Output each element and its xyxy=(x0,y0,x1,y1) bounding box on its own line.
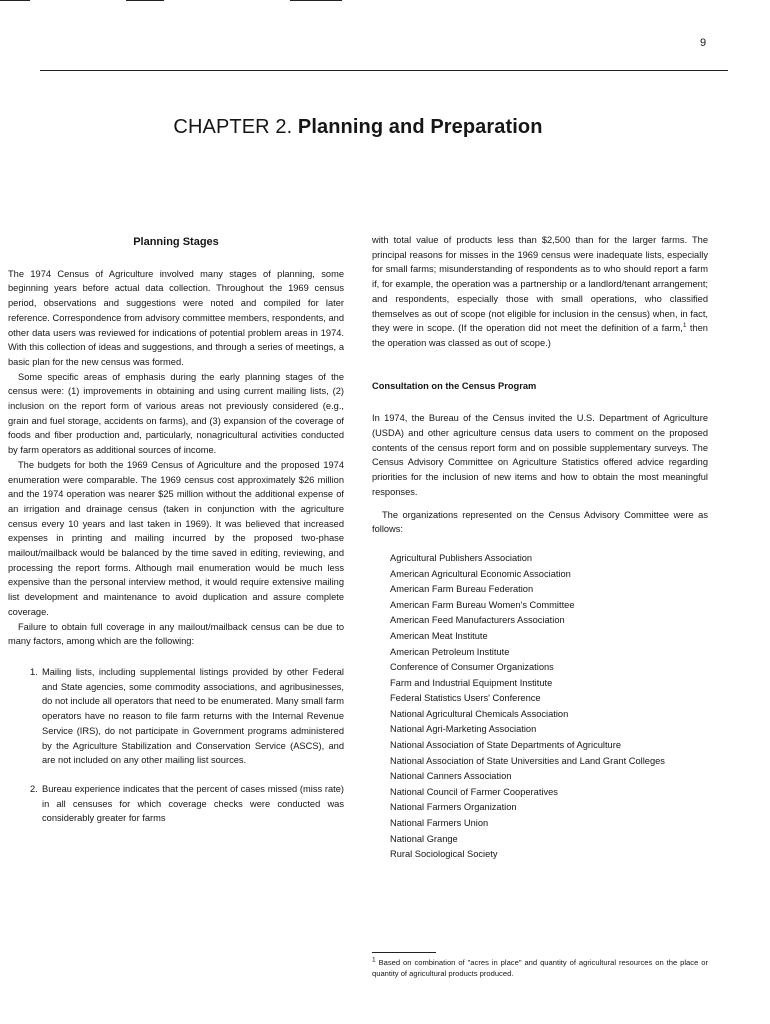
list-item-number: 1. xyxy=(30,666,38,677)
list-item: National Agricultural Chemicals Association xyxy=(390,708,569,719)
paragraph: The budgets for both the 1969 Census of Agriculture and the proposed 1974 enumeration were comparable. The 1969 census cost approximately $26 million and the 1974 operation was nearer $25 million without the additional expense of an irrigation and drainage census (taken in conjunction with the agriculture census every 10 years and last taken in 1969). It was believed that increased expenses in printing and mailing incurred by the proposed two-phase mailout/mailback would be balanced by the time saved in editing, reviewing, and processing the report forms. Although mail enumeration would be much less expensive than the personal interview method, it would require extensive mailing list development and maintenance to avoid duplication and assure complete coverage. xyxy=(8,459,344,617)
list-item-text: Bureau experience indicates that the percent of cases missed (miss rate) in all censuses for which coverage checks were conducted was considerably greater for farms xyxy=(42,783,344,824)
list-item: National Farmers Organization xyxy=(390,802,517,813)
section-heading-consultation: Consultation on the Census Program xyxy=(372,380,537,391)
factor-list xyxy=(8,665,344,826)
list-item: American Meat Institute xyxy=(390,630,488,641)
list-item: American Petroleum Institute xyxy=(390,646,510,657)
list-item: American Farm Bureau Federation xyxy=(390,584,534,595)
list-item: National Council of Farmer Cooperatives xyxy=(390,786,558,797)
list-item: Farm and Industrial Equipment Institute xyxy=(390,677,553,688)
continuation-text: then the operation was classed as out of scope.) xyxy=(372,323,708,348)
list-item-number: 2. xyxy=(30,783,38,794)
list-item: Conference of Consumer Organizations xyxy=(390,662,554,673)
footnote-rule xyxy=(372,952,436,953)
list-item: National Association of State Universities and Land Grant Colleges xyxy=(390,755,665,766)
organization-list xyxy=(372,551,708,863)
top-edge-mark xyxy=(0,0,30,1)
list-item xyxy=(8,782,344,826)
section-heading-planning-stages: Planning Stages xyxy=(133,236,219,248)
footnote-text: Based on combination of "acres in place" and quantity of agricultural resources on the place or quantity of agricultural products produced. xyxy=(372,958,708,978)
list-item: National Canners Association xyxy=(390,771,512,782)
list-item xyxy=(8,665,344,768)
chapter-number: CHAPTER 2. xyxy=(173,116,293,138)
footnote xyxy=(372,958,708,979)
chapter-title xyxy=(0,116,716,139)
left-column xyxy=(8,235,344,840)
list-item: American Farm Bureau Women's Committee xyxy=(390,599,575,610)
continuation-paragraph xyxy=(372,233,708,351)
footnote-marker: 1 xyxy=(682,322,687,330)
paragraph: The 1974 Census of Agriculture involved many stages of planning, some beginning years before actual data collection. Throughout the 1969 census period, observations and suggestions were noted and compiled for later reference. Correspondence from advisory committee members, respondents, and other data users was reviewed for indications of potential problem areas in 1974. With this collection of ideas and suggestions, and through a series of meetings, a basic plan for the new census was formed. xyxy=(8,268,344,367)
paragraph: In 1974, the Bureau of the Census invited the U.S. Department of Agriculture (USDA) and other agriculture census data users to comment on the proposed contents of the census report form and on possible supplementary surveys. The Census Advisory Committee on Agriculture Statistics offered advice regarding priorities for the inclusion of new items and how to obtain the most meaningful responses. xyxy=(372,413,708,497)
list-item: National Agri-Marketing Association xyxy=(390,724,537,735)
paragraph: The organizations represented on the Census Advisory Committee were as follows: xyxy=(372,509,708,535)
page-number: 9 xyxy=(700,37,707,49)
list-item: Agricultural Publishers Association xyxy=(390,552,533,563)
list-item: National Association of State Departments of Agriculture xyxy=(390,740,621,751)
continuation-text: with total value of products less than $2,500 than for the larger farms. The principal reasons for misses in the 1969 census were inadequate lists, especially for small farms; misunderstanding of respondents as to who should report a farm if, for example, the operation was a partnership or a landlord/tenant arrangement; and respondents, especially those with small operations, who classified themselves as out of scope (not eligible for inclusion in the census) when, in fact, they were in scope. (If the operation did not meet the definition of a farm, xyxy=(372,235,708,334)
header-rule xyxy=(40,70,728,71)
list-item: American Agricultural Economic Association xyxy=(390,568,571,579)
list-item-text: Mailing lists, including supplemental listings provided by other Federal and State agencies, some commodity associations, and agribusinesses, do not include all operators that need to be enumerated. Many small farm operators have no reason to file farm returns with the Internal Revenue Service (IRS), do not participate in Government programs administered by the Agriculture Stabilization and Conservation Service (ASCS), and are not included on any other mailing list sources. xyxy=(42,666,344,766)
list-item: National Farmers Union xyxy=(390,818,489,829)
paragraph: Failure to obtain full coverage in any mailout/mailback census can be due to many factors, among which are the following: xyxy=(8,621,344,647)
paragraph: Some specific areas of emphasis during the early planning stages of the census were: (1) improvements in obtaining and using current mailing lists, (2) inclusion on the report form of various areas not previously considered (e.g., grain and fuel storage, accidents on farms), and (3) expansion of the coverage of foods and fiber production and, particularly, nonagricultural activities conducted by farm operators as additional sources of income. xyxy=(8,371,344,456)
top-edge-mark xyxy=(126,0,164,1)
right-column xyxy=(372,233,708,863)
list-item: American Feed Manufacturers Association xyxy=(390,615,565,626)
top-edge-mark xyxy=(290,0,342,1)
spacer xyxy=(372,365,708,379)
list-item: Rural Sociological Society xyxy=(390,849,498,860)
list-item: Federal Statistics Users' Conference xyxy=(390,693,541,704)
spacer xyxy=(372,351,708,365)
list-item: National Grange xyxy=(390,833,458,844)
chapter-title-text: Planning and Preparation xyxy=(297,116,543,138)
footnote-number: 1 xyxy=(372,956,376,964)
